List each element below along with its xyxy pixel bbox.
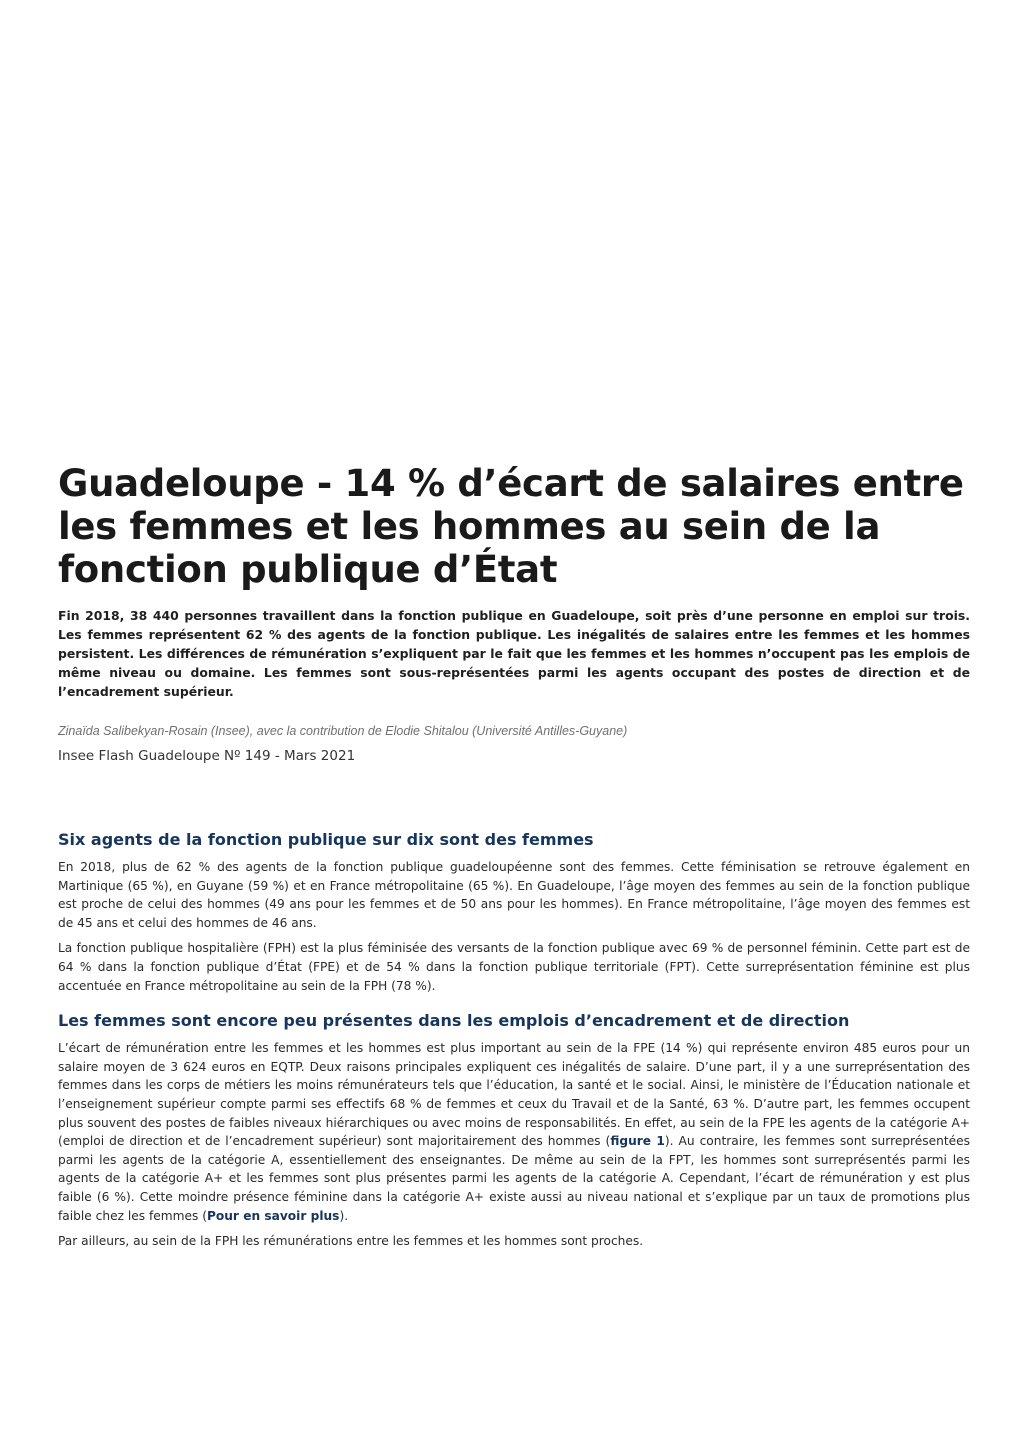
section-title-encadrement: Les femmes sont encore peu présentes dans les emplois d’encadrement et de direction <box>58 1011 850 1031</box>
article-summary: Fin 2018, 38 440 personnes travaillent dans la fonction publique en Guadeloupe, soit près d’une personne en emploi sur trois. Les femmes représentent 62 % des agents de la fonction publique. Les inégalités de salaires entre les femmes et les hommes persistent. Les différences de rémunération s’expliquent par le fait que les femmes et les hommes n’occupent pas les emplois de même niveau ou domaine. Les femmes sont sous-représentées parmi les agents occupant des postes de direction et de l’encadrement supérieur. <box>58 608 970 699</box>
authors-line: Zinaïda Salibekyan-Rosain (Insee), avec la contribution de Elodie Shitalou (Université Antilles-Guyane) <box>58 724 628 738</box>
paragraph <box>58 1039 970 1225</box>
text-segment: ). Au contraire, les femmes sont surreprésentées parmi les agents de la catégorie A, essentiellement des enseignantes. De même au sein de la FPT, les hommes sont surreprésentés parmi les agents de la catégorie A+ et les femmes sont plus présentes parmi les agents de la catégorie A. Cependant, l’écart de rémunération y est plus faible (6 %). Cette moindre présence féminine dans la catégorie A+ existe aussi au niveau national et s’explique par un taux de promotions plus faible chez les femmes ( <box>58 1134 970 1223</box>
section-title-agents-femmes: Six agents de la fonction publique sur dix sont des femmes <box>58 830 594 849</box>
publication-reference: Insee Flash Guadeloupe Nº 149 - Mars 2021 <box>58 748 356 764</box>
paragraph: La fonction publique hospitalière (FPH) est la plus féminisée des versants de la fonction publique avec 69 % de personnel féminin. Cette part est de 64 % dans la fonction publique d’État (FPE) et de 54 % dans la fonction publique territoriale (FPT). Cette surreprésentation féminine est plus accentuée en France métropolitaine au sein de la FPH (78 %). <box>58 941 970 993</box>
article <box>58 462 970 1258</box>
paragraph: Par ailleurs, au sein de la FPH les rémunérations entre les femmes et les hommes sont proches. <box>58 1234 644 1249</box>
text-segment: L’écart de rémunération entre les femmes et les hommes est plus important au sein de la FPE (14 %) qui représente environ 485 euros pour un salaire moyen de 3 624 euros en EQTP. Deux raisons principales expliquent ces inégalités de salaire. D’une part, il y a une surreprésentation des femmes dans les corps de métiers les moins rémunérateurs tels que l’éducation, la santé et le social. Ainsi, le ministère de l’Éducation nationale et l’enseignement supérieur compte parmi ses effectifs 68 % de femmes et ceux du Travail et de la Santé, 63 %. D’autre part, les femmes occupent plus souvent des postes de faibles niveaux hiérarchiques ou avec moins de responsabilités. En effet, au sein de la FPE les agents de la catégorie A+ (emploi de direction et de l’encadrement supérieur) sont majoritairement des hommes ( <box>58 1041 970 1149</box>
page-title: Guadeloupe - 14 % d’écart de salaires entre les femmes et les hommes au sein de la fonction publique d’État <box>58 462 964 591</box>
pour-en-savoir-plus-link[interactable]: Pour en savoir plus <box>206 1208 340 1223</box>
paragraph: En 2018, plus de 62 % des agents de la fonction publique guadeloupéenne sont des femmes. Cette féminisation se retrouve également en Martinique (65 %), en Guyane (59 %) et en France métropolitaine (65 %). En Guadeloupe, l’âge moyen des femmes au sein de la fonction publique est proche de celui des hommes (49 ans pour les femmes et de 50 ans pour les hommes). En France métropolitaine, l’âge moyen des femmes est de 45 ans et celui des hommes de 46 ans. <box>58 860 970 930</box>
figure-1-link[interactable]: figure 1 <box>610 1134 665 1149</box>
text-segment: ). <box>339 1208 349 1223</box>
